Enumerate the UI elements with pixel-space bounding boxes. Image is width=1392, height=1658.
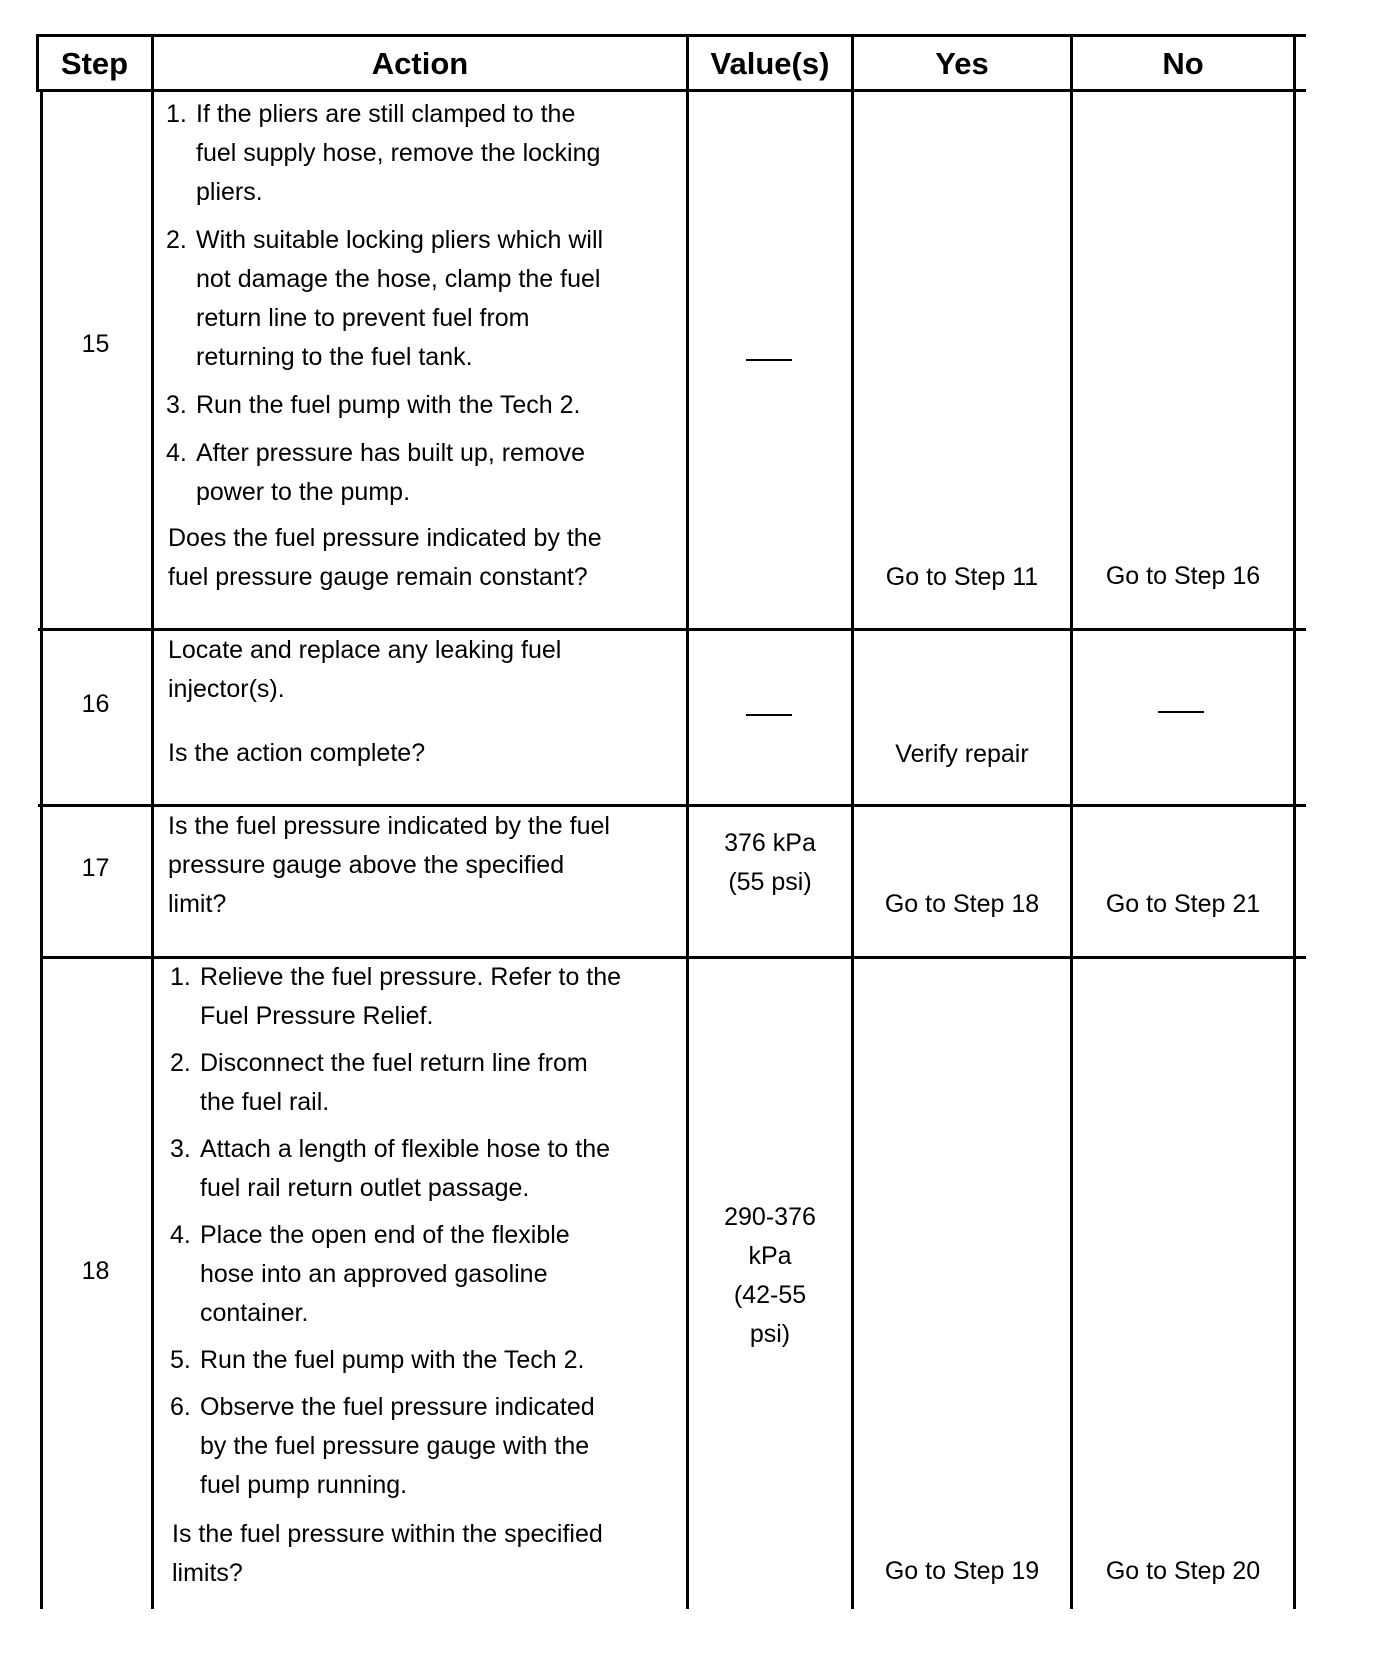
table-top-border	[36, 34, 1306, 37]
col-border-yes-no	[1070, 34, 1073, 1609]
action-question: Does the fuel pressure indicated by the fuel pressure gauge remain constant?	[168, 524, 602, 591]
header-no: No	[1162, 46, 1204, 81]
no-dash	[1158, 711, 1204, 713]
header-action: Action	[371, 46, 469, 81]
no-result: Go to Step 21	[1105, 890, 1261, 918]
yes-result: Go to Step 18	[884, 890, 1040, 918]
action-item-number: 3.	[170, 1135, 191, 1163]
yes-result: Verify repair	[895, 740, 1029, 768]
action-item-text: Relieve the fuel pressure. Refer to the Fuel Pressure Relief.	[200, 963, 622, 1030]
col-border-right	[1293, 34, 1296, 1609]
action-item-number: 2.	[166, 226, 187, 254]
action-item-text: If the pliers are still clamped to the fuel supply hose, remove the locking pliers.	[196, 100, 601, 206]
action-item-number: 6.	[170, 1393, 191, 1421]
action-item-text: Disconnect the fuel return line from the fuel rail.	[200, 1049, 588, 1116]
action-item-text: With suitable locking pliers which will not damage the hose, clamp the fuel return line to prevent fuel from returning to the fuel tank.	[196, 226, 604, 371]
col-border-step-action	[151, 34, 154, 1609]
action-item-text: Run the fuel pump with the Tech 2.	[196, 391, 581, 419]
col-border-value-yes	[851, 34, 854, 1609]
value-dash	[746, 359, 792, 361]
step-number: 18	[81, 1257, 110, 1285]
action-question: Is the fuel pressure indicated by the fuel pressure gauge above the specified limit?	[168, 812, 610, 918]
no-result: Go to Step 16	[1105, 562, 1261, 590]
header-values: Value(s)	[710, 46, 830, 81]
action-item-number: 3.	[166, 391, 187, 419]
action-item-number: 1.	[166, 100, 187, 128]
action-item-text: Attach a length of flexible hose to the fuel rail return outlet passage.	[200, 1135, 610, 1202]
value-text: 290-376 kPa (42-55 psi)	[724, 1203, 816, 1348]
action-question: Is the fuel pressure within the specified limits?	[172, 1520, 603, 1587]
action-item-text: Place the open end of the flexible hose into an approved gasoline container.	[200, 1221, 570, 1327]
value-dash	[746, 714, 792, 716]
step-number: 15	[81, 330, 110, 358]
no-result: Go to Step 20	[1105, 1557, 1261, 1585]
action-item-text: After pressure has built up, remove power to the pump.	[196, 439, 586, 506]
action-item-text: Observe the fuel pressure indicated by the fuel pressure gauge with the fuel pump running.	[200, 1393, 595, 1499]
action-item-number: 1.	[170, 963, 191, 991]
header-step: Step	[60, 46, 129, 81]
header-yes: Yes	[935, 46, 989, 81]
yes-result: Go to Step 11	[885, 563, 1039, 591]
action-item-number: 2.	[170, 1049, 191, 1077]
action-item-text: Run the fuel pump with the Tech 2.	[200, 1346, 585, 1374]
action-item-number: 4.	[166, 439, 187, 467]
action-text: Locate and replace any leaking fuel injector(s).	[168, 636, 562, 703]
col-border-action-value	[686, 34, 689, 1609]
action-question: Is the action complete?	[168, 739, 426, 767]
yes-result: Go to Step 19	[884, 1557, 1040, 1585]
value-text: 376 kPa (55 psi)	[724, 829, 816, 896]
action-item-number: 4.	[170, 1221, 191, 1249]
step-number: 17	[81, 854, 110, 882]
action-item-number: 5.	[170, 1346, 191, 1374]
step-number: 16	[81, 690, 110, 718]
